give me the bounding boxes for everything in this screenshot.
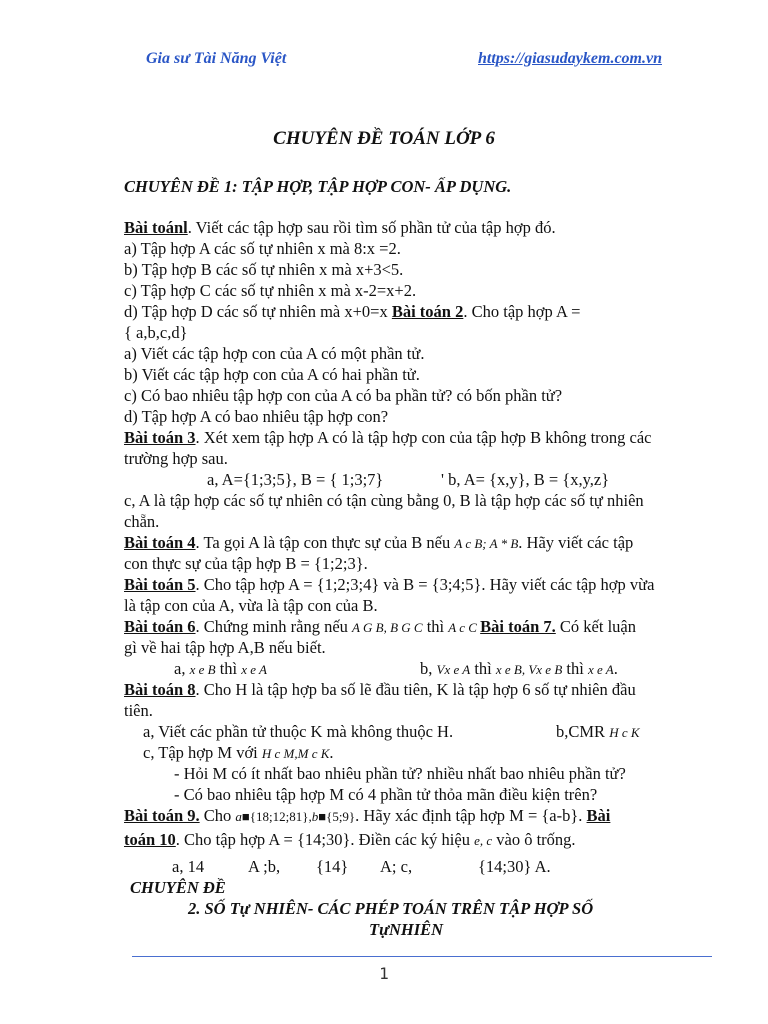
- bai-10-row-item-2: A ;b,: [248, 857, 281, 876]
- bai-4-label: Bài toán 4: [124, 533, 196, 552]
- bai-8-item-c: c, Tập hợp M với H c M,M c K.: [143, 743, 334, 762]
- bai-5-intro: Bài toán 5. Cho tập hợp A = {1;2;3;4} và B = {3;4;5}. Hãy viết các tập hợp vừa: [124, 575, 655, 594]
- bai-2-label: Bài toán 2: [391, 302, 464, 321]
- bai-6-intro: Bài toán 6. Chứng minh rằng nếu A G B, B G C thì A c C Bài toán 7. Có kết luận: [124, 617, 636, 636]
- bai-7-label: Bài toán 7.: [480, 617, 556, 636]
- chuyen-de-2-label: CHUYÊN ĐỀ: [130, 878, 226, 897]
- bai-7-item-a: a, x e B thì x e A: [174, 659, 267, 678]
- bai-3-item-c-cont: chẵn.: [124, 512, 160, 531]
- bai-2-set: { a,b,c,d}: [124, 323, 188, 342]
- bai-1-item-b: b) Tập hợp B các số tự nhiên x mà x+3<5.: [124, 260, 404, 279]
- bai-9-label: Bài toán 9.: [124, 806, 200, 825]
- bai-7-line-2: gì về hai tập hợp A,B nếu biết.: [124, 638, 326, 657]
- bai-6-label: Bài toán 6: [124, 617, 196, 636]
- bai-8-item-b: b,CMR H c K: [556, 722, 640, 741]
- bai-4-intro: Bài toán 4. Ta gọi A là tập con thực sự của B nếu A c B; A * B. Hãy viết các tập: [124, 533, 634, 552]
- bai-3-label: Bài toán 3: [124, 428, 196, 447]
- bai-4-line-2: con thực sự của tập hợp B = {1;2;3}.: [124, 554, 368, 573]
- bai-8-bullet-1: - Hỏi M có ít nhất bao nhiêu phần tử? nhiều nhất bao nhiêu phần tử?: [174, 764, 626, 783]
- chuyen-de-2-heading: 2. SỐ Tự NHIÊN- CÁC PHÉP TOÁN TRÊN TẬP HỢP SỐ: [188, 899, 594, 918]
- bai-2-item-a: a) Viết các tập hợp con của A có một phần tử.: [124, 344, 425, 363]
- header-site-name: Gia sư Tài Năng Việt: [146, 50, 287, 67]
- bai-7-item-b: b, Vx e A thì x e B, Vx e B thì x e A.: [420, 659, 618, 678]
- bai-1-item-c: c) Tập hợp C các số tự nhiên x mà x-2=x+2.: [124, 281, 417, 300]
- bai-8-line-2: tiên.: [124, 701, 153, 720]
- page-number: 1: [379, 964, 389, 983]
- bai-5-line-2: là tập con của A, vừa là tập con của B.: [124, 596, 378, 615]
- bai-10-row-item-5: {14;30} A.: [478, 857, 551, 876]
- bai-10-intro: toán 10. Cho tập hợp A = {14;30}. Điền các ký hiệu e, c vào ô trống.: [124, 830, 576, 849]
- header-url-link[interactable]: https://giasudaykem.com.vn: [478, 50, 662, 67]
- bai-8-bullet-2: - Có bao nhiêu tập hợp M có 4 phần tử thỏa mãn điều kiện trên?: [174, 785, 598, 804]
- bai-10-row-item-4: A; c,: [380, 857, 413, 876]
- bai-10-label: toán 10: [124, 830, 176, 849]
- bai-3-item-b: ' b, A= {x,y}, B = {x,y,z}: [441, 470, 610, 489]
- bai-1-item-d: d) Tập hợp D các số tự nhiên mà x+0=x Bài toán 2. Cho tập hợp A =: [124, 302, 581, 321]
- bai-10-row-item-1: a, 14: [172, 857, 205, 876]
- page-title: CHUYÊN ĐỀ TOÁN LỚP 6: [273, 128, 495, 149]
- bai-8-item-a: a, Viết các phần tử thuộc K mà không thuộc H.: [143, 722, 454, 741]
- bai-5-label: Bài toán 5: [124, 575, 196, 594]
- bai-10-label-start: Bài: [586, 806, 611, 825]
- chuyen-de-1-heading: CHUYÊN ĐỀ 1: TẬP HỢP, TẬP HỢP CON- ẤP DỤNG.: [124, 177, 512, 196]
- bai-8-label: Bài toán 8: [124, 680, 196, 699]
- bai-2-item-d: d) Tập hợp A có bao nhiêu tập hợp con?: [124, 407, 389, 426]
- bai-8-intro: Bài toán 8. Cho H là tập hợp ba số lẽ đầu tiên, K là tập hợp 6 số tự nhiên đầu: [124, 680, 636, 699]
- bai-3-item-a: a, A={1;3;5}, B = { 1;3;7}: [207, 470, 384, 489]
- bai-10-row-item-3: {14}: [316, 857, 349, 876]
- bai-2-item-c: c) Có bao nhiêu tập hợp con của A có ba phần tử? có bốn phần tử?: [124, 386, 563, 405]
- bai-3-intro: Bài toán 3. Xét xem tập hợp A có là tập hợp con của tập hợp B không trong các: [124, 428, 652, 447]
- bai-1-intro: Bài toánl. Viết các tập hợp sau rồi tìm số phần tử của tập hợp đó.: [124, 218, 556, 237]
- bai-9-intro: Bài toán 9. Cho a■{18;12;81},b■{5;9}. Hãy xác định tập hợp M = {a-b}. Bài: [124, 806, 611, 825]
- footer-divider: [132, 956, 712, 957]
- bai-1-item-a: a) Tập hợp A các số tự nhiên x mà 8:x =2.: [124, 239, 401, 258]
- bai-3-item-c: c, A là tập hợp các số tự nhiên có tận cùng bằng 0, B là tập hợp các số tự nhiên: [124, 491, 644, 510]
- chuyen-de-2-heading-cont: TựNHIÊN: [369, 920, 444, 939]
- bai-3-line-2: trường hợp sau.: [124, 449, 228, 468]
- bai-2-item-b: b) Viết các tập hợp con của A có hai phần tử.: [124, 365, 420, 384]
- bai-1-label: Bài toánl: [124, 218, 188, 237]
